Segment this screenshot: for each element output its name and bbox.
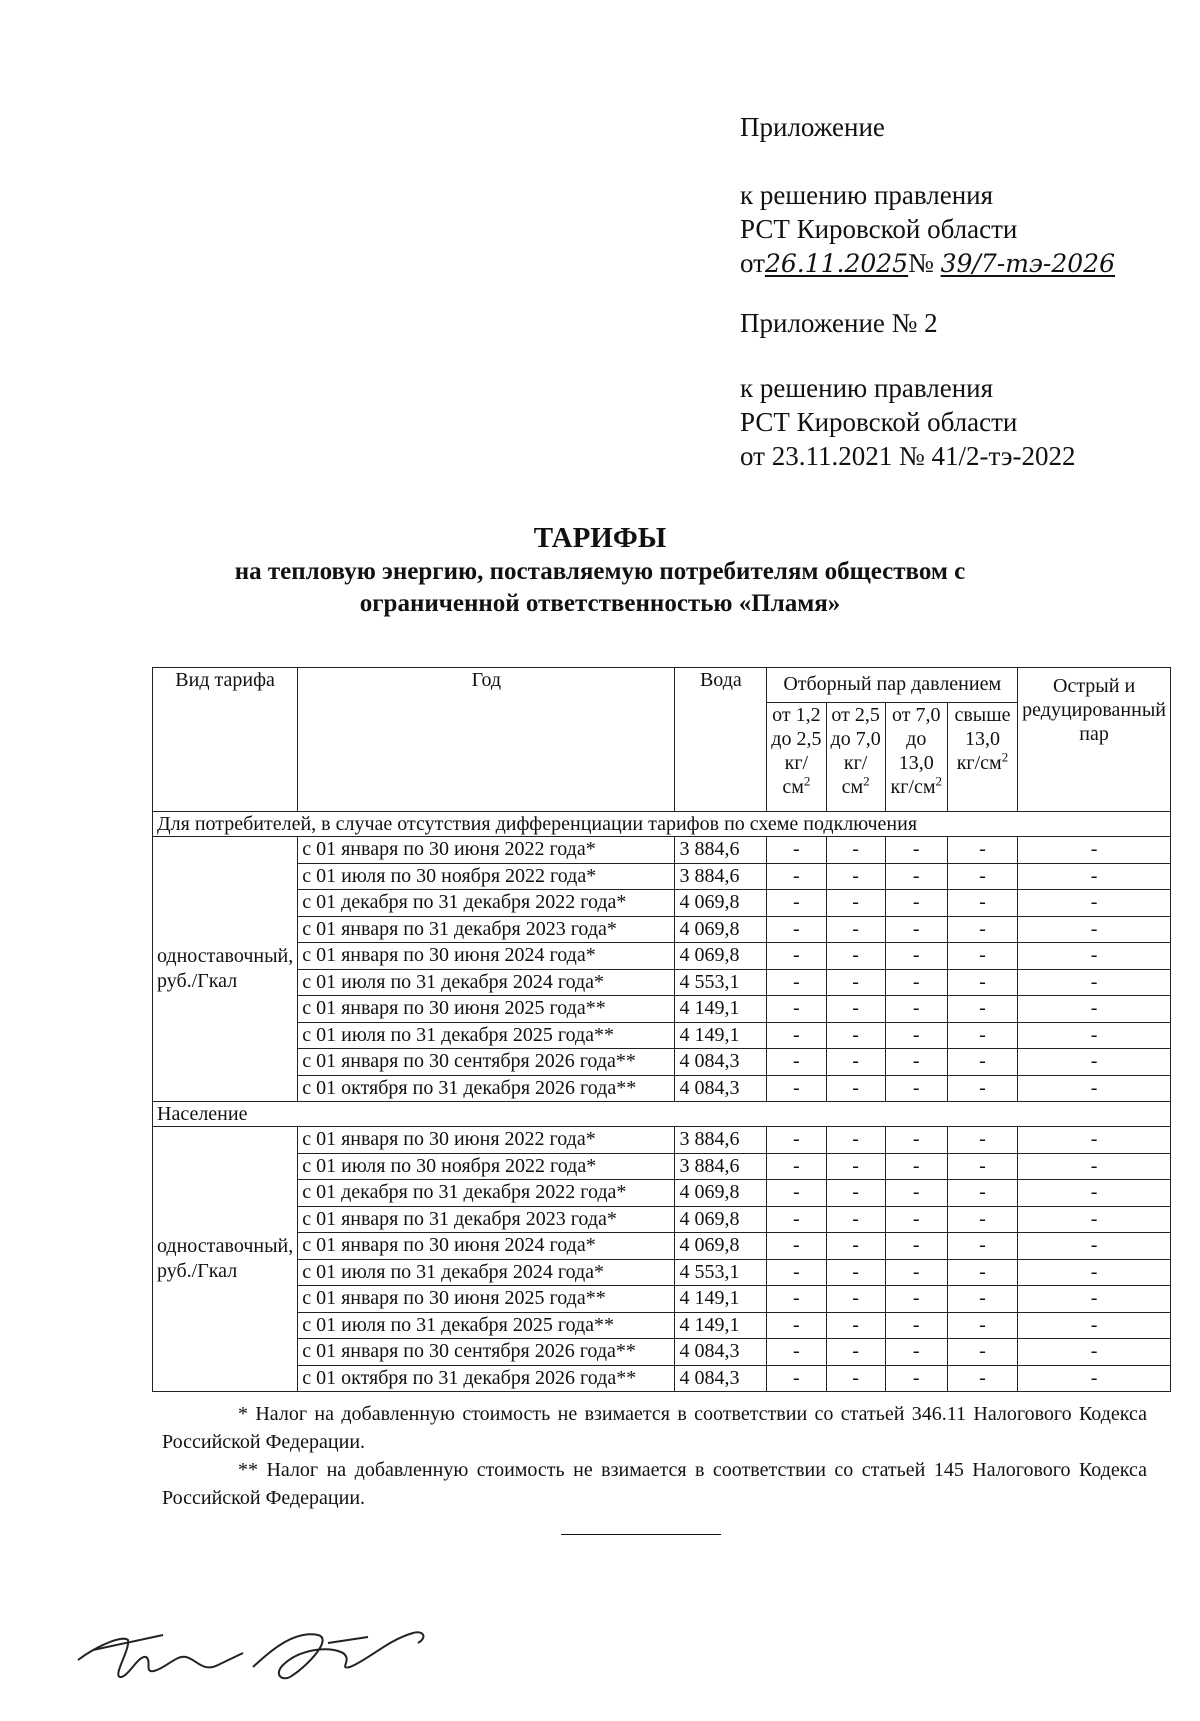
header-water: Вода xyxy=(675,668,767,812)
steam-3-cell: - xyxy=(885,1259,947,1286)
header-steam-group: Отборный пар давлением xyxy=(767,668,1018,703)
footnotes xyxy=(162,1400,1147,1512)
period-cell: с 01 января по 30 сентября 2026 года** xyxy=(298,1049,675,1076)
steam-1-cell: - xyxy=(767,969,826,996)
water-cell: 4 069,8 xyxy=(675,890,767,917)
period-cell: с 01 июля по 31 декабря 2025 года** xyxy=(298,1312,675,1339)
period-cell: с 01 января по 31 декабря 2023 года* xyxy=(298,1206,675,1233)
period-cell: с 01 октября по 31 декабря 2026 года** xyxy=(298,1075,675,1102)
period-cell: с 01 января по 30 июня 2025 года** xyxy=(298,996,675,1023)
water-cell: 4 069,8 xyxy=(675,916,767,943)
steam-4-cell: - xyxy=(947,1206,1017,1233)
steam-3-cell: - xyxy=(885,1049,947,1076)
section-row xyxy=(153,812,1171,837)
period-cell: с 01 июля по 30 ноября 2022 года* xyxy=(298,1153,675,1180)
steam-1-cell: - xyxy=(767,1339,826,1366)
sharp-steam-cell: - xyxy=(1018,1127,1171,1154)
steam-3-cell: - xyxy=(885,1022,947,1049)
water-cell: 4 069,8 xyxy=(675,1233,767,1260)
sharp-steam-cell: - xyxy=(1018,1365,1171,1392)
table-row xyxy=(153,863,1171,890)
steam-4-cell: - xyxy=(947,1365,1017,1392)
steam-3-cell: - xyxy=(885,1075,947,1102)
steam-1-cell: - xyxy=(767,890,826,917)
period-cell: с 01 июля по 31 декабря 2024 года* xyxy=(298,1259,675,1286)
period-cell: с 01 января по 30 июня 2024 года* xyxy=(298,943,675,970)
decision-date-line xyxy=(740,246,1115,281)
steam-2-cell: - xyxy=(826,1075,885,1102)
water-cell: 4 084,3 xyxy=(675,1049,767,1076)
steam-3-cell: - xyxy=(885,969,947,996)
steam-4-cell: - xyxy=(947,837,1017,864)
appendix-label: Приложение xyxy=(740,112,885,142)
steam-2-cell: - xyxy=(826,1127,885,1154)
water-cell: 3 884,6 xyxy=(675,1153,767,1180)
steam-4-cell: - xyxy=(947,1075,1017,1102)
header-sharp-steam: Острый и редуцированный пар xyxy=(1018,668,1171,812)
sharp-steam-cell: - xyxy=(1018,943,1171,970)
water-cell: 3 884,6 xyxy=(675,1127,767,1154)
steam-4-cell: - xyxy=(947,1233,1017,1260)
steam-4-cell: - xyxy=(947,916,1017,943)
steam-4-cell: - xyxy=(947,1180,1017,1207)
period-cell: с 01 января по 30 июня 2022 года* xyxy=(298,837,675,864)
steam-1-cell: - xyxy=(767,863,826,890)
steam-1-cell: - xyxy=(767,1049,826,1076)
steam-1-cell: - xyxy=(767,1312,826,1339)
water-cell: 4 149,1 xyxy=(675,996,767,1023)
steam-3-cell: - xyxy=(885,863,947,890)
steam-1-cell: - xyxy=(767,1286,826,1313)
number-sign: № xyxy=(908,248,934,278)
steam-3-cell: - xyxy=(885,1206,947,1233)
appendix-2-label: Приложение № 2 xyxy=(740,308,938,338)
table-row xyxy=(153,1075,1171,1102)
footnote-2: ** Налог на добавленную стоимость не взимается в соответствии со статьей 145 Налогового Кодекса Российской Федерации. xyxy=(162,1459,1147,1509)
sharp-steam-cell: - xyxy=(1018,1075,1171,1102)
steam-4-cell: - xyxy=(947,996,1017,1023)
water-cell: 4 069,8 xyxy=(675,943,767,970)
steam-3-cell: - xyxy=(885,837,947,864)
sharp-steam-cell: - xyxy=(1018,863,1171,890)
footnote-1: * Налог на добавленную стоимость не взимается в соответствии со статьей 346.11 Налогового Кодекса Российской Федерации. xyxy=(162,1403,1147,1453)
steam-4-cell: - xyxy=(947,1259,1017,1286)
closing-rule xyxy=(561,1534,721,1535)
steam-2-cell: - xyxy=(826,943,885,970)
steam-3-cell: - xyxy=(885,1233,947,1260)
table-row xyxy=(153,996,1171,1023)
table-row xyxy=(153,1365,1171,1392)
water-cell: 4 149,1 xyxy=(675,1022,767,1049)
handwritten-date: 26.11.2025 xyxy=(764,249,909,278)
steam-3-cell: - xyxy=(885,1286,947,1313)
table-row xyxy=(153,1127,1171,1154)
sharp-steam-cell: - xyxy=(1018,1022,1171,1049)
sharp-steam-cell: - xyxy=(1018,890,1171,917)
steam-1-cell: - xyxy=(767,1365,826,1392)
steam-2-cell: - xyxy=(826,1180,885,1207)
steam-2-cell: - xyxy=(826,837,885,864)
steam-4-cell: - xyxy=(947,943,1017,970)
steam-1-cell: - xyxy=(767,1022,826,1049)
period-cell: с 01 января по 30 сентября 2026 года** xyxy=(298,1339,675,1366)
steam-4-cell: - xyxy=(947,1339,1017,1366)
table-row xyxy=(153,837,1171,864)
water-cell: 4 084,3 xyxy=(675,1339,767,1366)
steam-2-cell: - xyxy=(826,996,885,1023)
water-cell: 4 084,3 xyxy=(675,1075,767,1102)
period-cell: с 01 июля по 31 декабря 2025 года** xyxy=(298,1022,675,1049)
section-title: Население xyxy=(153,1102,1171,1127)
table-row xyxy=(153,1312,1171,1339)
steam-3-cell: - xyxy=(885,890,947,917)
tariffs-body xyxy=(153,812,1171,1392)
table-row xyxy=(153,890,1171,917)
steam-1-cell: - xyxy=(767,1180,826,1207)
section-title: Для потребителей, в случае отсутствия дифференциации тарифов по схеме подключения xyxy=(153,812,1171,837)
steam-2-cell: - xyxy=(826,1365,885,1392)
table-row xyxy=(153,916,1171,943)
steam-3-cell: - xyxy=(885,1127,947,1154)
table-row xyxy=(153,1153,1171,1180)
steam-3-cell: - xyxy=(885,916,947,943)
table-row xyxy=(153,1206,1171,1233)
header-steam-1: от 1,2 до 2,5 $кг/см^2$ xyxy=(767,703,826,812)
authority-line: РСТ Кировской области xyxy=(740,214,1018,244)
period-cell: с 01 июля по 31 декабря 2024 года* xyxy=(298,969,675,996)
steam-3-cell: - xyxy=(885,1365,947,1392)
steam-4-cell: - xyxy=(947,1127,1017,1154)
date-prefix: от xyxy=(740,248,765,278)
sharp-steam-cell: - xyxy=(1018,1049,1171,1076)
steam-2-cell: - xyxy=(826,1049,885,1076)
table-row xyxy=(153,1180,1171,1207)
appendix-block xyxy=(740,110,1115,281)
period-cell: с 01 июля по 30 ноября 2022 года* xyxy=(298,863,675,890)
title-sub-1: на тепловую энергию, поставляемую потребителям обществом с xyxy=(234,558,966,585)
water-cell: 4 149,1 xyxy=(675,1286,767,1313)
tariff-type-cell: одноставочный, руб./Гкал xyxy=(153,1127,298,1392)
steam-3-cell: - xyxy=(885,943,947,970)
table-row xyxy=(153,1259,1171,1286)
sharp-steam-cell: - xyxy=(1018,996,1171,1023)
tariffs-table xyxy=(152,667,1171,1392)
sharp-steam-cell: - xyxy=(1018,1259,1171,1286)
period-cell: с 01 января по 31 декабря 2023 года* xyxy=(298,916,675,943)
sharp-steam-cell: - xyxy=(1018,969,1171,996)
table-row xyxy=(153,1022,1171,1049)
period-cell: с 01 января по 30 июня 2025 года** xyxy=(298,1286,675,1313)
water-cell: 4 553,1 xyxy=(675,969,767,996)
sharp-steam-cell: - xyxy=(1018,1206,1171,1233)
steam-2-cell: - xyxy=(826,863,885,890)
water-cell: 4 149,1 xyxy=(675,1312,767,1339)
steam-2-cell: - xyxy=(826,1022,885,1049)
steam-2-cell: - xyxy=(826,1206,885,1233)
tariff-type-cell: одноставочный, руб./Гкал xyxy=(153,837,298,1102)
sharp-steam-cell: - xyxy=(1018,1233,1171,1260)
handwritten-number: 39/7-тэ-2026 xyxy=(940,249,1115,278)
table-row xyxy=(153,969,1171,996)
appendix-2-block xyxy=(740,306,1076,473)
steam-4-cell: - xyxy=(947,1022,1017,1049)
steam-1-cell: - xyxy=(767,996,826,1023)
title-sub-2: ограниченной ответственностью «Пламя» xyxy=(359,590,841,617)
steam-1-cell: - xyxy=(767,1153,826,1180)
steam-1-cell: - xyxy=(767,1127,826,1154)
steam-2-cell: - xyxy=(826,1286,885,1313)
steam-2-cell: - xyxy=(826,1312,885,1339)
sharp-steam-cell: - xyxy=(1018,1180,1171,1207)
steam-3-cell: - xyxy=(885,1180,947,1207)
steam-3-cell: - xyxy=(885,1339,947,1366)
steam-4-cell: - xyxy=(947,1153,1017,1180)
period-cell: с 01 декабря по 31 декабря 2022 года* xyxy=(298,890,675,917)
authority-line-2: РСТ Кировской области xyxy=(740,407,1018,437)
steam-1-cell: - xyxy=(767,916,826,943)
steam-3-cell: - xyxy=(885,1153,947,1180)
sharp-steam-cell: - xyxy=(1018,1339,1171,1366)
table-row xyxy=(153,1049,1171,1076)
header-type: Вид тарифа xyxy=(153,668,298,812)
steam-2-cell: - xyxy=(826,916,885,943)
table-row xyxy=(153,1339,1171,1366)
steam-2-cell: - xyxy=(826,1339,885,1366)
signature-image xyxy=(68,1605,438,1695)
water-cell: 4 553,1 xyxy=(675,1259,767,1286)
document-title xyxy=(0,520,1200,620)
steam-4-cell: - xyxy=(947,863,1017,890)
steam-4-cell: - xyxy=(947,1286,1017,1313)
sharp-steam-cell: - xyxy=(1018,1312,1171,1339)
period-cell: с 01 января по 30 июня 2024 года* xyxy=(298,1233,675,1260)
steam-4-cell: - xyxy=(947,1312,1017,1339)
steam-1-cell: - xyxy=(767,1233,826,1260)
steam-2-cell: - xyxy=(826,969,885,996)
steam-3-cell: - xyxy=(885,1312,947,1339)
table-row xyxy=(153,1286,1171,1313)
steam-4-cell: - xyxy=(947,890,1017,917)
steam-1-cell: - xyxy=(767,1075,826,1102)
header-steam-4: свыше 13,0 $кг/см^2$ xyxy=(947,703,1017,812)
water-cell: 4 084,3 xyxy=(675,1365,767,1392)
decision-line-2: к решению правления xyxy=(740,373,994,403)
steam-1-cell: - xyxy=(767,943,826,970)
steam-3-cell: - xyxy=(885,996,947,1023)
sharp-steam-cell: - xyxy=(1018,1153,1171,1180)
steam-2-cell: - xyxy=(826,890,885,917)
table-row xyxy=(153,1233,1171,1260)
steam-2-cell: - xyxy=(826,1259,885,1286)
water-cell: 4 069,8 xyxy=(675,1206,767,1233)
sharp-steam-cell: - xyxy=(1018,837,1171,864)
title-main: ТАРИФЫ xyxy=(533,522,667,554)
header-steam-2: от 2,5 до 7,0 $кг/см^2$ xyxy=(826,703,885,812)
water-cell: 3 884,6 xyxy=(675,863,767,890)
steam-4-cell: - xyxy=(947,969,1017,996)
header-steam-3: от 7,0 до 13,0 $кг/см^2$ xyxy=(885,703,947,812)
steam-2-cell: - xyxy=(826,1233,885,1260)
steam-2-cell: - xyxy=(826,1153,885,1180)
period-cell: с 01 января по 30 июня 2022 года* xyxy=(298,1127,675,1154)
steam-4-cell: - xyxy=(947,1049,1017,1076)
sharp-steam-cell: - xyxy=(1018,916,1171,943)
sharp-steam-cell: - xyxy=(1018,1286,1171,1313)
steam-1-cell: - xyxy=(767,837,826,864)
header-year: Год xyxy=(298,668,675,812)
section-row xyxy=(153,1102,1171,1127)
decision-date-line-2: от 23.11.2021 № 41/2-тэ-2022 xyxy=(740,441,1076,471)
period-cell: с 01 октября по 31 декабря 2026 года** xyxy=(298,1365,675,1392)
decision-line: к решению правления xyxy=(740,180,994,210)
steam-1-cell: - xyxy=(767,1259,826,1286)
water-cell: 4 069,8 xyxy=(675,1180,767,1207)
period-cell: с 01 декабря по 31 декабря 2022 года* xyxy=(298,1180,675,1207)
water-cell: 3 884,6 xyxy=(675,837,767,864)
table-row xyxy=(153,943,1171,970)
steam-1-cell: - xyxy=(767,1206,826,1233)
